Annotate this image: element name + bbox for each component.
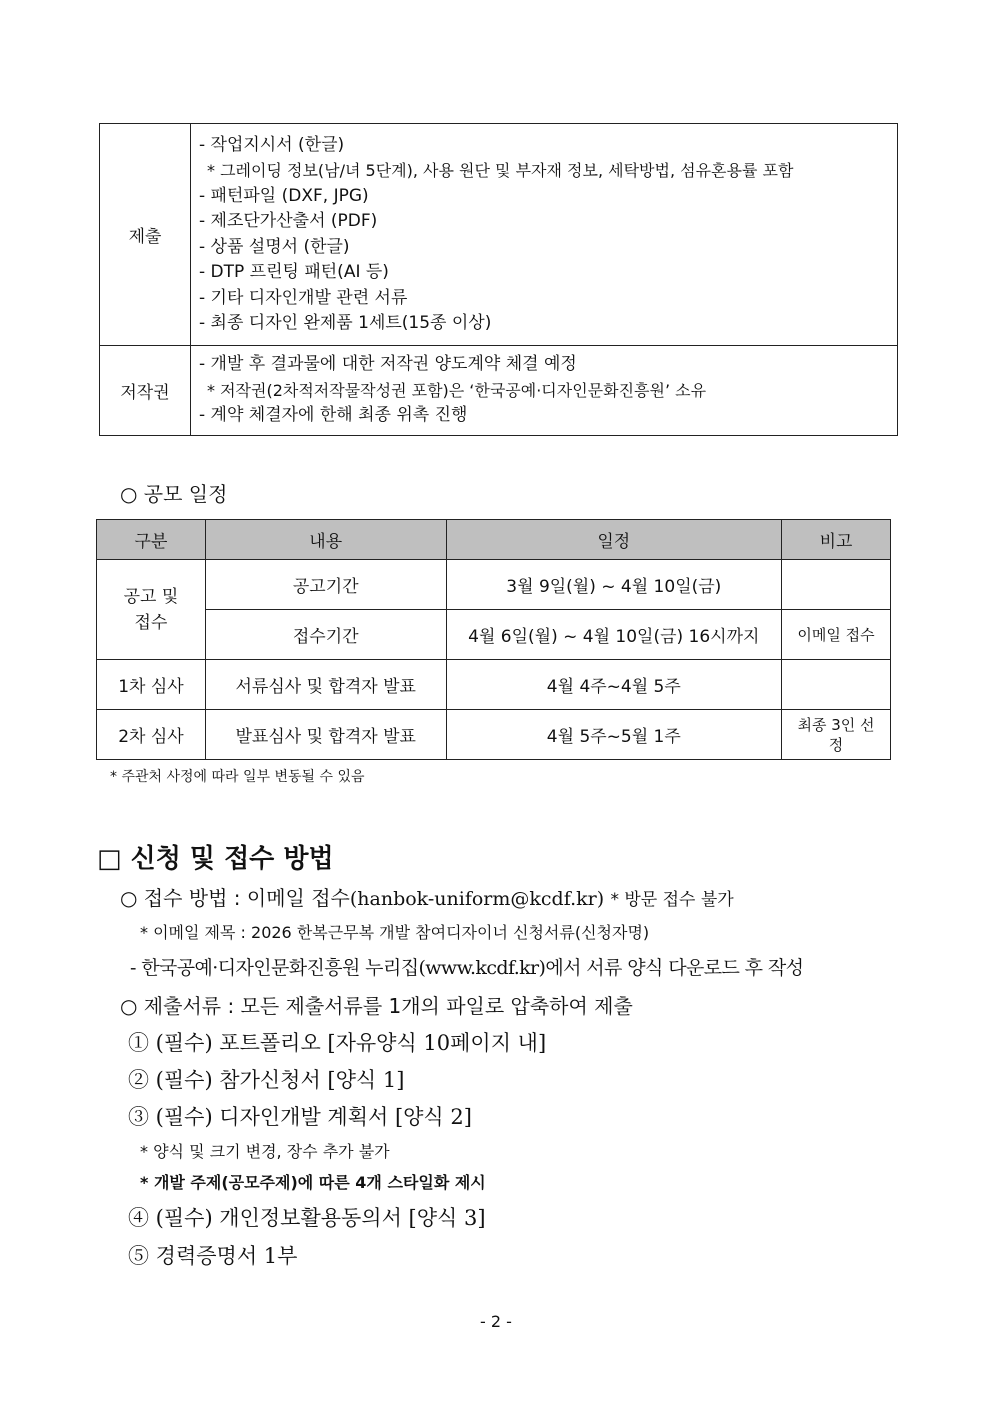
list-item: - 상품 설명서 (한글) [199,236,350,257]
table-row [97,560,891,610]
date-cell: 4월 5주~5월 1주 [446,710,782,760]
method-note: * 방문 접수 불가 [610,890,734,910]
list-item: - 제조단가산출서 (PDF) [199,211,378,231]
column-header: 내용 [205,520,446,560]
table-row [97,710,891,760]
table-row [97,610,891,660]
submission-copyright-table [99,123,898,436]
submission-list [191,124,898,346]
list-item: - 작업지시서 (한글) [199,134,345,155]
list-item: - 기타 디자인개발 관련 서류 [199,287,408,308]
note-cell: 최종 3인 선정 [782,710,891,760]
column-header: 비고 [782,520,891,560]
doc-item-2: ② (필수) 참가신청서 [양식 1] [128,1068,405,1092]
method-label: ○ 접수 방법 : 이메일 접수 [120,886,350,910]
doc-item-5: ⑤ 경력증명서 1부 [128,1244,298,1268]
list-item: - DTP 프린팅 패턴(AI 등) [199,262,389,282]
row-header-submission: 제출 [100,124,191,346]
schedule-table [96,519,891,760]
page-number: - 2 - [480,1312,512,1331]
method-line [120,882,734,911]
content-cell: 발표심사 및 합격자 발표 [205,710,446,760]
list-item: - 최종 디자인 완제품 1세트(15종 이상) [199,313,492,333]
group-cell: 공고 및 접수 [97,560,206,660]
list-item: - 계약 체결자에 한해 최종 위촉 진행 [199,405,468,426]
download-note: - 한국공예·디자인문화진흥원 누리집(www.kcdf.kr)에서 서류 양식 다운로드 후 작성 [130,957,804,979]
note-cell [782,660,891,710]
list-item: - 개발 후 결과물에 대한 저작권 양도계약 체결 예정 [199,354,577,375]
doc-item-1: ① (필수) 포트폴리오 [자유양식 10페이지 내] [128,1031,547,1055]
doc-item-4: ④ (필수) 개인정보활용동의서 [양식 3] [128,1206,486,1230]
table-row [97,660,891,710]
doc-note-2: * 개발 주제(공모주제)에 따른 4개 스타일화 제시 [140,1173,486,1192]
row-header-copyright: 저작권 [100,346,191,436]
date-cell: 4월 6일(월) ~ 4월 10일(금) 16시까지 [446,610,782,660]
date-cell: 4월 4주~4월 5주 [446,660,782,710]
mail-subject-note: * 이메일 제목 : 2026 한복근무복 개발 참여디자이너 신청서류(신청자명) [140,923,650,942]
docs-title: ○ 제출서류 : 모든 제출서류를 1개의 파일로 압축하여 제출 [120,994,633,1018]
list-item: * 그레이딩 정보(남/녀 5단계), 사용 원단 및 부자재 정보, 세탁방법, 섬유혼용률 포함 [207,161,794,180]
list-item: * 저작권(2차적저작물작성권 포함)은 ‘한국공예·디자인문화진흥원’ 소유 [207,380,707,400]
content-cell: 서류심사 및 합격자 발표 [205,660,446,710]
column-header: 구분 [97,520,206,560]
table-row [100,346,898,436]
date-cell: 3월 9일(월) ~ 4월 10일(금) [446,560,782,610]
doc-item-3: ③ (필수) 디자인개발 계획서 [양식 2] [128,1105,472,1129]
schedule-footnote: * 주관처 사정에 따라 일부 변동될 수 있음 [110,769,365,785]
table-header-row [97,520,891,560]
email-address: (hanbok-uniform@kcdf.kr) [349,888,605,910]
note-cell [782,560,891,610]
doc-note-1: * 양식 및 크기 변경, 장수 추가 불가 [140,1142,390,1161]
section-heading: □ 신청 및 접수 방법 [97,844,334,874]
note-cell: 이메일 접수 [782,610,891,660]
schedule-title: ○ 공모 일정 [120,482,228,506]
content-cell: 접수기간 [205,610,446,660]
group-cell: 2차 심사 [97,710,206,760]
column-header: 일정 [446,520,782,560]
copyright-list [191,346,898,436]
list-item: - 패턴파일 (DXF, JPG) [199,185,369,206]
group-cell: 1차 심사 [97,660,206,710]
content-cell: 공고기간 [205,560,446,610]
table-row [100,124,898,346]
